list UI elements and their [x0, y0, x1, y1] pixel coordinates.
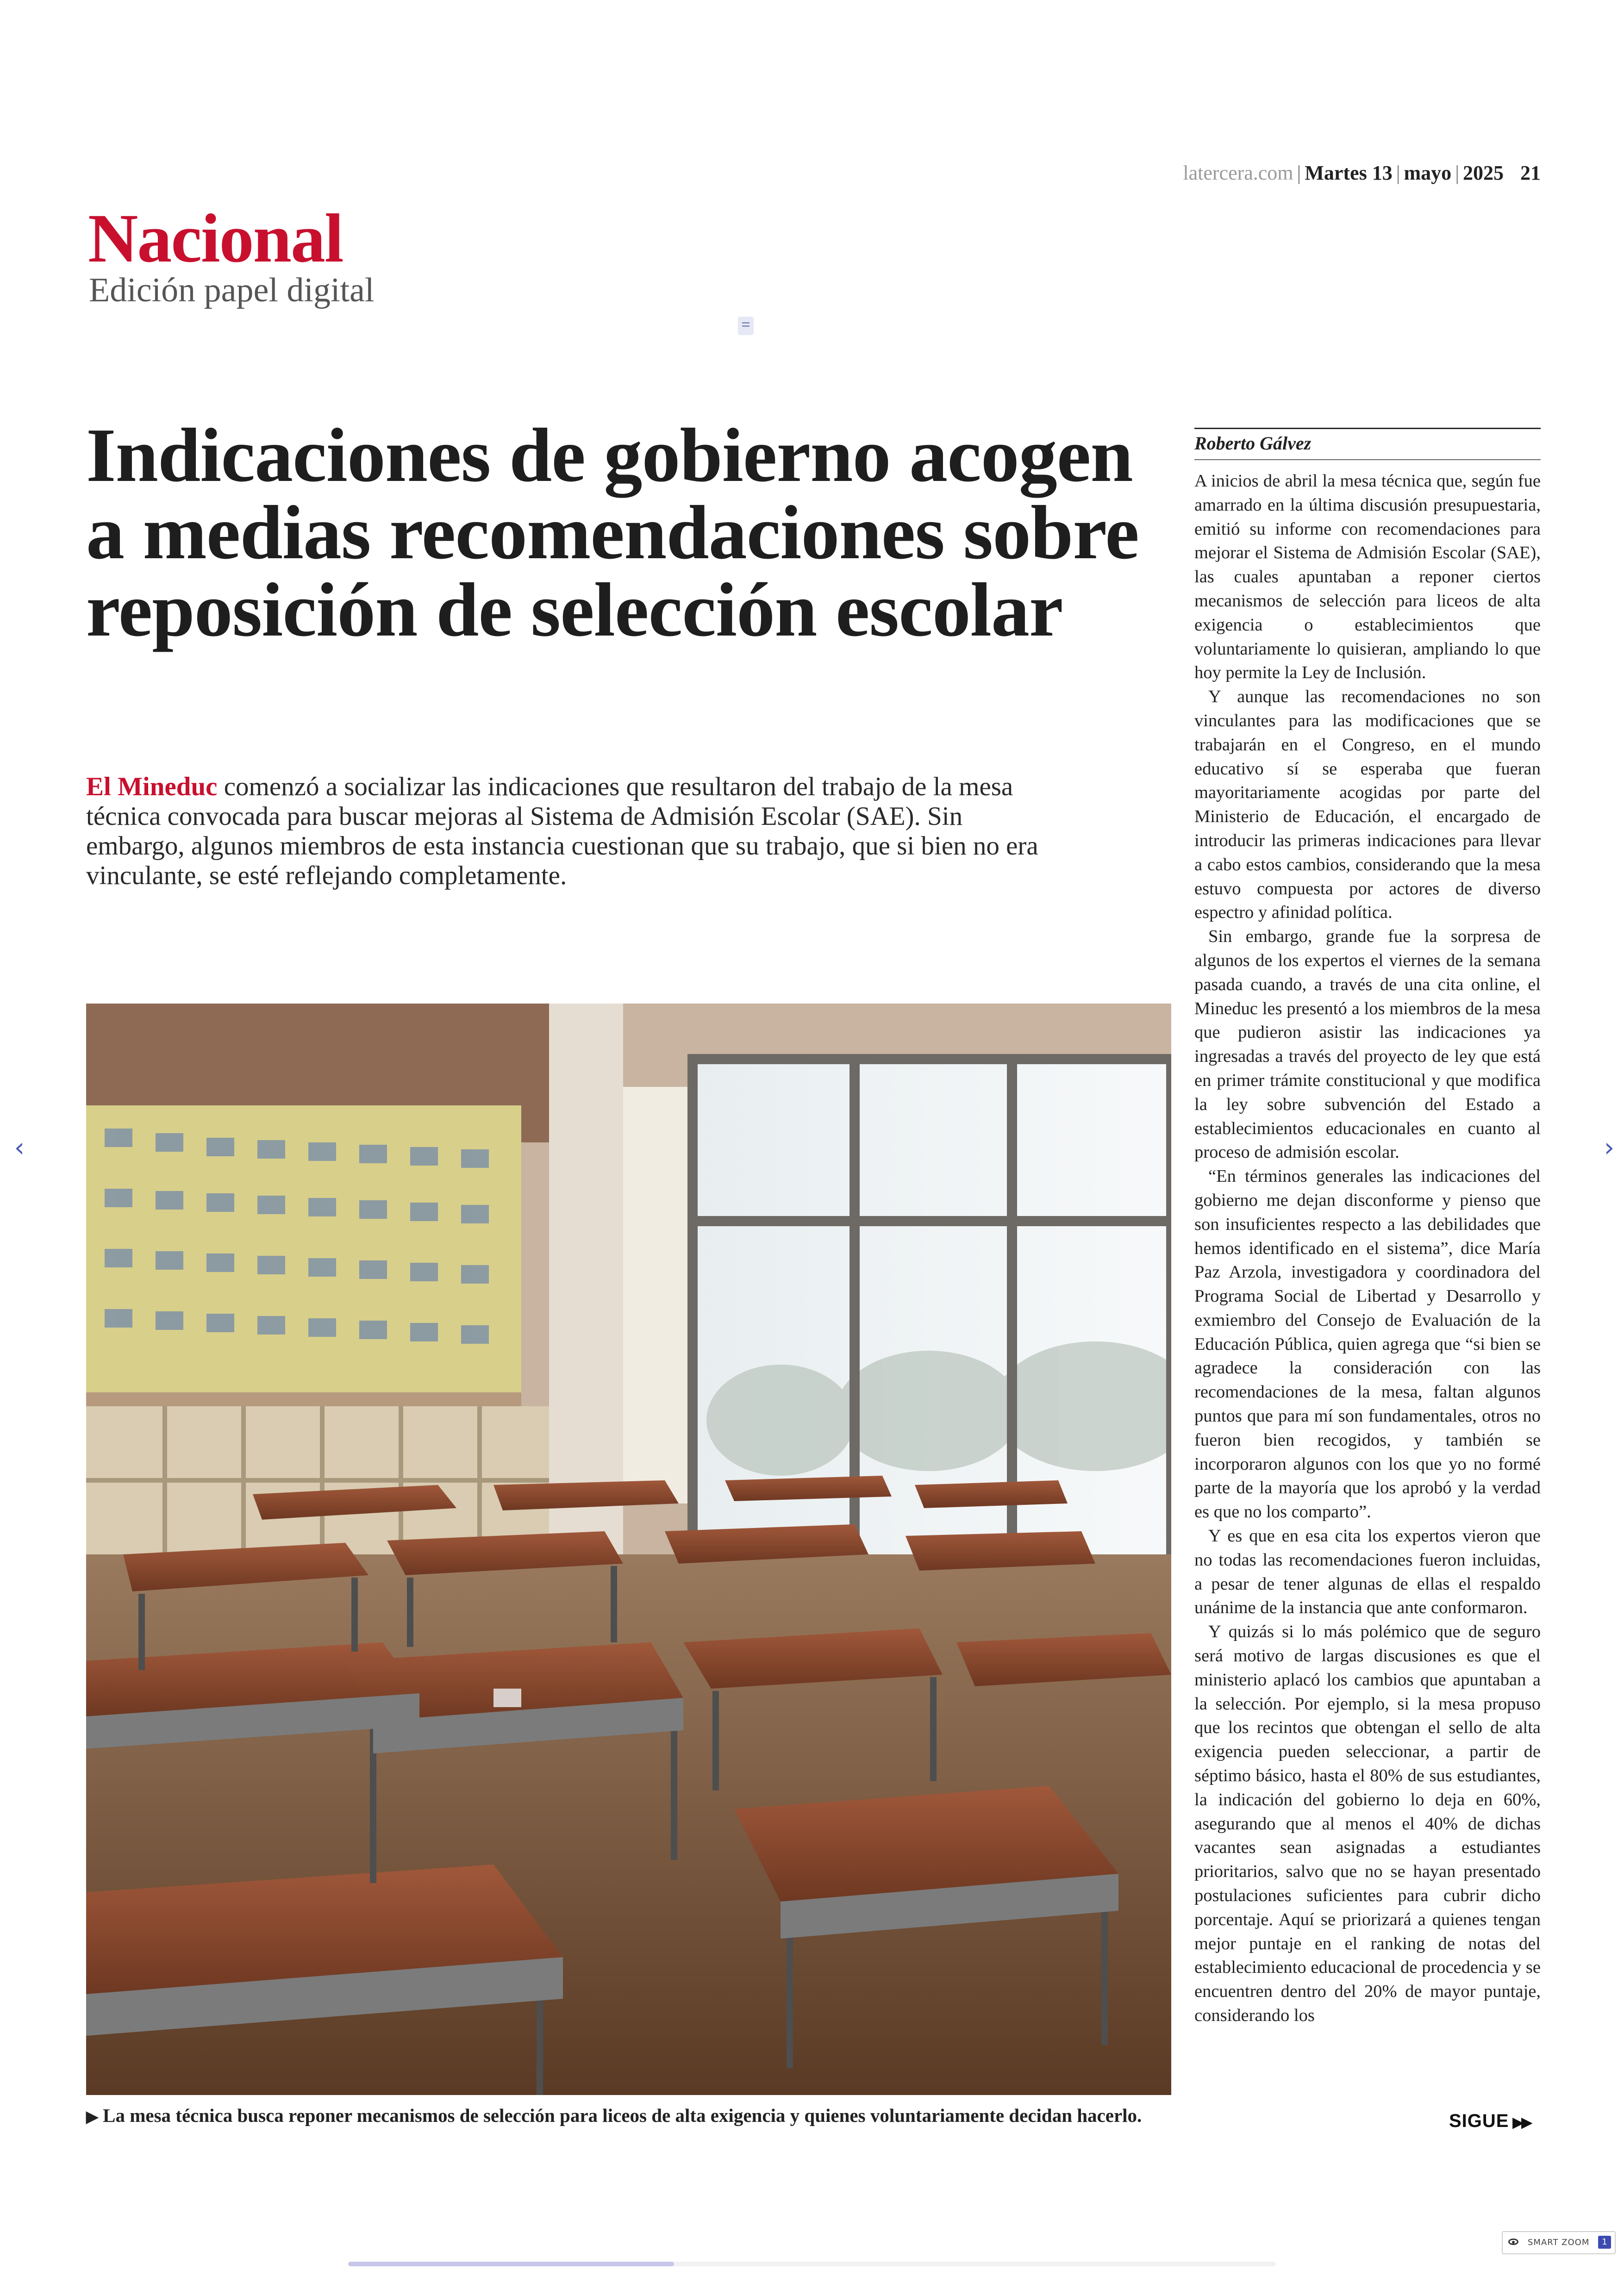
prev-page-icon[interactable]: ‹ — [14, 1133, 25, 1163]
article-author: Roberto Gálvez — [1194, 433, 1312, 454]
lead-keyword: El Mineduc — [86, 772, 218, 801]
classroom-photo — [86, 1004, 1171, 2095]
caption-marker-icon: ▶ — [86, 2108, 99, 2126]
eye-icon — [1508, 2239, 1518, 2245]
lead-text: comenzó a socializar las indicaciones que resultaron del trabajo de la mesa técnica convocada para buscar mejoras al Sistema de Admisión Escolar (SAE). Sin embargo, algunos miembros de esta instancia cuestionan que su trabajo, que si bien no era vinculante, se esté reflejando completamente. — [86, 772, 1038, 890]
classroom-illustration — [86, 1004, 1171, 2095]
photo-caption — [86, 2104, 1197, 2127]
page-dateline: latercera.com | Martes 13 | mayo | 2025 21 — [1183, 162, 1541, 184]
article-headline: Indicaciones de gobierno acogen a medias recomendaciones sobre reposición de selección escolar — [86, 412, 1139, 652]
body-paragraph: Y es que en esa cita los expertos vieron que no todas las recomendaciones fueron incluidas, a pesar de tener algunas de ellas el respaldo unánime de la instancia que ante conformaron. — [1194, 1526, 1541, 1618]
author-bottom-rule — [1194, 459, 1541, 460]
section-title: Nacional — [88, 200, 343, 277]
body-paragraph: Y aunque las recomendaciones no son vinculantes para las modificaciones que se trabajarán en el Congreso, en el mundo educativo sí se esperaba que fueran mayoritariamente acogidas por parte del Ministerio de Educación, el encargado de introducir las primeras indicaciones para llevar a cabo estos cambios, considerando que la mesa estuvo compuesta por actores de diverso espectro y afinidad política. — [1194, 687, 1541, 923]
date-month: mayo — [1404, 162, 1452, 184]
continue-marker — [1449, 2111, 1530, 2132]
note-icon[interactable] — [738, 317, 754, 335]
site-name: latercera.com — [1183, 162, 1293, 184]
body-paragraph: A inicios de abril la mesa técnica que, según fue amarrado en la última discusión presupuestaria, emitió su informe con recomendaciones para mejorar el Sistema de Admisión Escolar (SAE), las cuales apuntaban a reponer ciertos mecanismos de selección para liceos de alta exigencia o establecimientos que voluntariamente lo quisieran, ampliando lo que hoy permite la Ley de Inclusión. — [1194, 471, 1541, 683]
page-number: 21 — [1520, 162, 1541, 184]
article-lead — [86, 772, 1054, 891]
scrollbar-thumb[interactable] — [348, 2262, 674, 2266]
body-paragraph: Y quizás si lo más polémico que de seguro será motivo de largas discusiones es que el ministerio aplacó los cambios que apuntaban a la selección. Por ejemplo, si la mesa propuso que los recintos que obtengan el sello de alta exigencia pueden seleccionar, a partir de séptimo básico, hasta el 80% de sus estudiantes, la indicación del gobierno lo deja en 60%, asegurando que al menos el 40% de dichas vacantes sean asignadas a estudiantes prioritarios, salvo que no se hayan presentado postulaciones suficientes para cubrir dicho porcentaje. Aquí se priorizará a quienes tengan mejor puntaje en el ranking de notas del establecimiento educacional de procedencia y se encuentren dentro del 20% de mayor puntaje, considerando los — [1194, 1622, 1541, 2025]
continue-label: SIGUE — [1449, 2111, 1509, 2131]
smart-zoom-label: SMART ZOOM — [1528, 2238, 1590, 2247]
date-year: 2025 — [1463, 162, 1504, 184]
continue-arrows-icon: ▶▶ — [1512, 2115, 1530, 2130]
smart-zoom-badge: 1 — [1598, 2236, 1611, 2249]
caption-text: La mesa técnica busca reponer mecanismos de selección para liceos de alta exigencia y quienes voluntariamente decidan hacerlo. — [103, 2105, 1142, 2126]
date-weekday: Martes 13 — [1305, 162, 1393, 184]
next-page-icon[interactable]: › — [1604, 1133, 1615, 1163]
body-paragraph: “En términos generales las indicaciones del gobierno me dejan disconforme y pienso que son insuficientes respecto a las debilidades que hemos identificado en el sistema”, dice María Paz Arzola, investigadora y coordinadora del Programa Social de Libertad y Desarrollo y exmiembro del Consejo de Evaluación de la Educación Pública, quien agrega que “si bien se agradece la consideración con las recomendaciones de la mesa, faltan algunos puntos que para mí son fundamentales, otros no fueron bien recogidos, y también se incorporaron algunos con los que yo no formé parte de la mayoría que los aprobó y la verdad es que no los comparto”. — [1194, 1166, 1541, 1522]
edition-label: Edición papel digital — [89, 271, 375, 309]
smart-zoom-button[interactable] — [1502, 2231, 1616, 2254]
body-paragraph: Sin embargo, grande fue la sorpresa de algunos de los expertos el viernes de la semana pasada cuando, a través de una cita online, el Mineduc les presentó a los miembros de la mesa que pudieron asistir las indicaciones ya ingresadas a través del proyecto de ley que está en primer trámite constitucional y que modifica la ley sobre subvención del Estado a establecimientos educacionales en cuanto al proceso de admisión escolar. — [1194, 927, 1541, 1162]
article-body — [1194, 469, 1541, 2076]
author-top-rule — [1194, 428, 1541, 429]
